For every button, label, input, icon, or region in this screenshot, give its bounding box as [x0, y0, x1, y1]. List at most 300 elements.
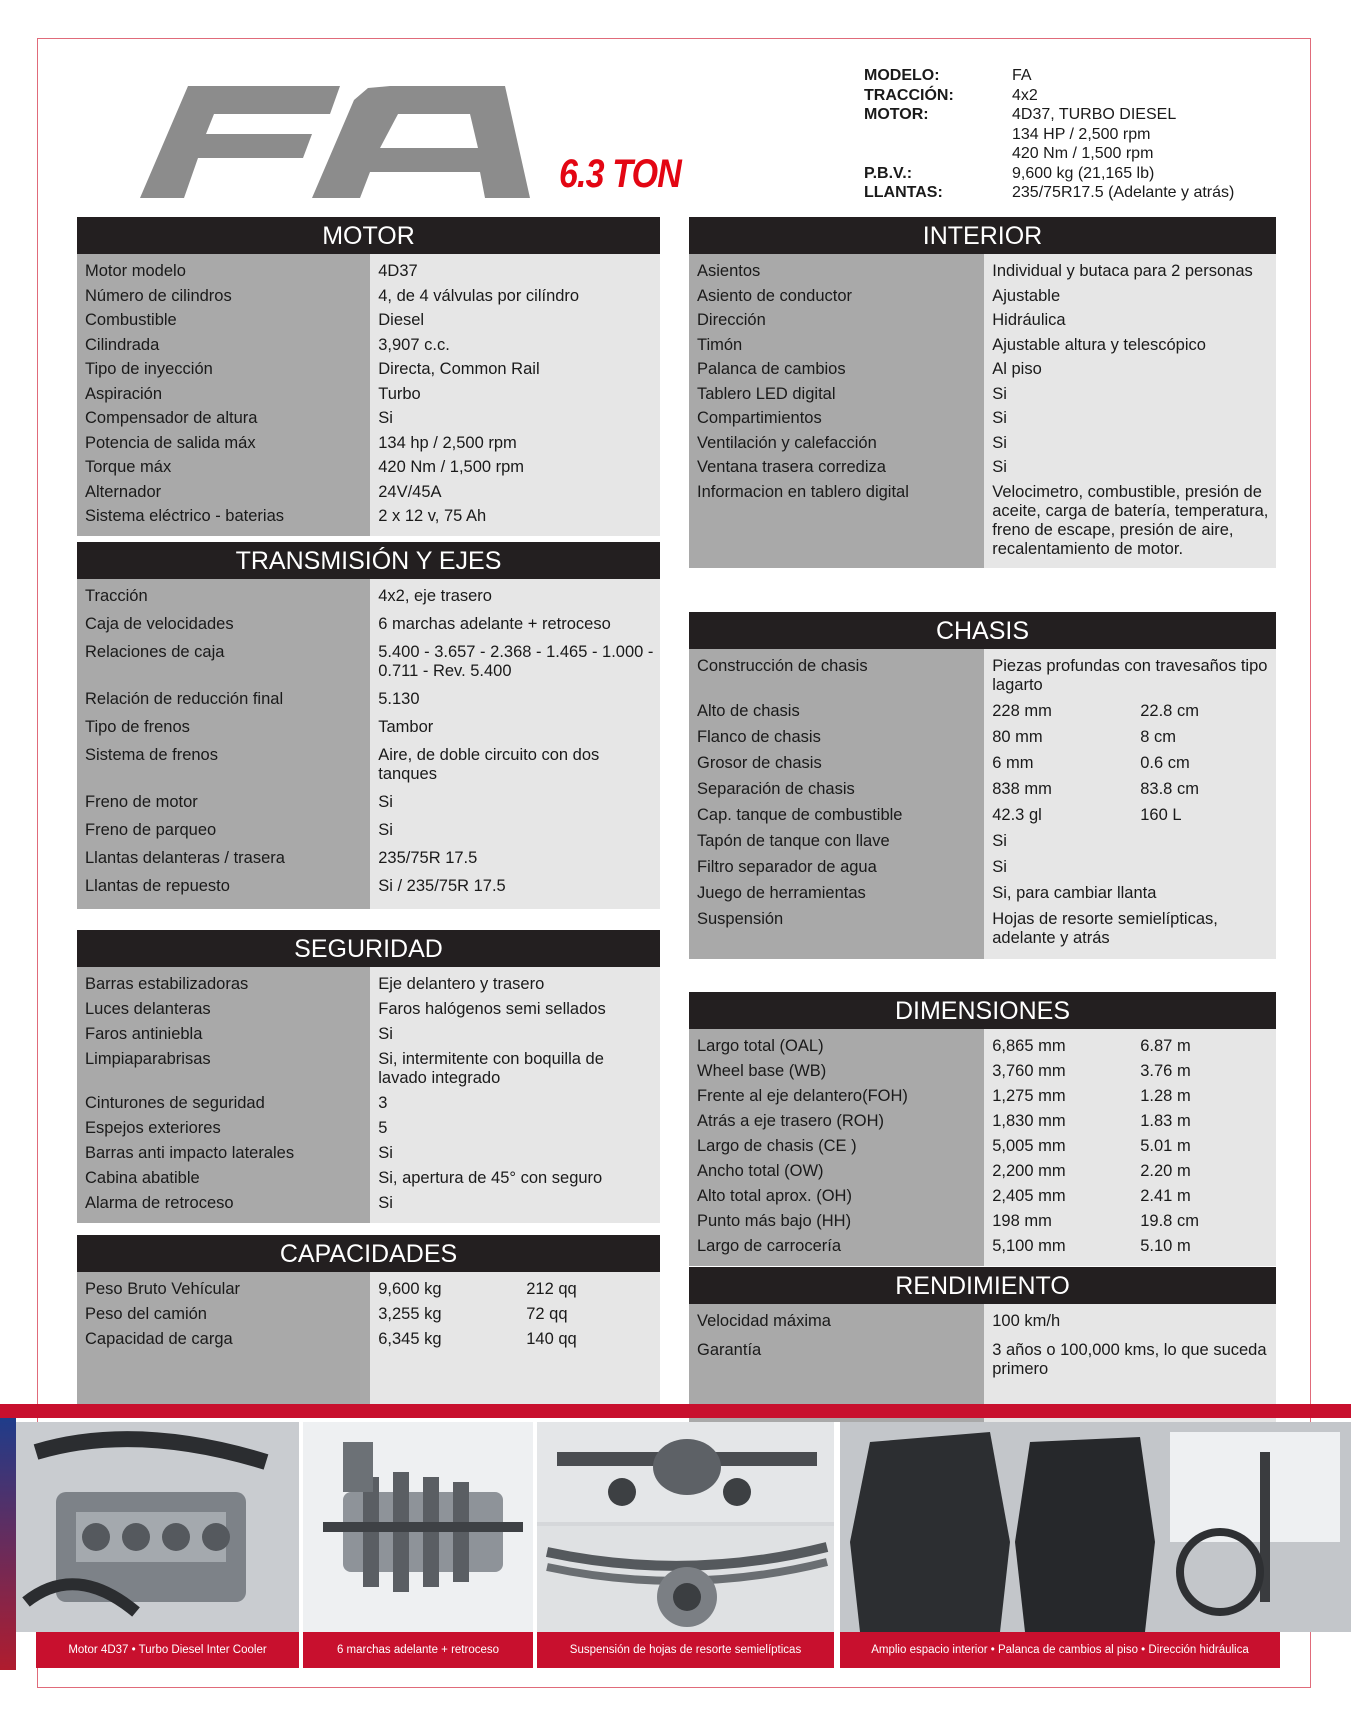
spec-label: Compensador de altura — [85, 409, 258, 427]
summary-row — [864, 164, 1284, 184]
summary-value-line: 4x2 — [1012, 86, 1038, 104]
spec-value-text: Si — [378, 409, 393, 427]
spec-row — [689, 336, 1276, 355]
spec-value-text: Diesel — [378, 311, 425, 329]
spec-row — [689, 702, 1276, 721]
spec-value-secondary: 212 qq — [526, 1280, 577, 1298]
spec-row — [689, 458, 1276, 477]
spec-value — [370, 1169, 660, 1188]
section-table — [77, 967, 660, 1223]
spec-label: Garantía — [697, 1341, 762, 1359]
spec-row — [77, 1330, 660, 1349]
spec-value-secondary: 19.8 cm — [1140, 1212, 1199, 1230]
spec-value-text: 5.400 - 3.657 - 2.368 - 1.465 - 1.000 - 0.711 - Rev. 5.400 — [378, 643, 654, 680]
spec-row — [689, 1087, 1276, 1106]
spec-value-text: 100 km/h — [992, 1312, 1061, 1330]
spec-value — [984, 1112, 1276, 1131]
spec-row — [77, 643, 660, 681]
spec-value-primary: 2,200 mm — [992, 1162, 1066, 1180]
spec-label: Peso del camión — [85, 1305, 207, 1323]
spec-row — [689, 884, 1276, 903]
caption-engine: Motor 4D37 • Turbo Diesel Inter Cooler — [36, 1632, 299, 1668]
spec-label: Alarma de retroceso — [85, 1194, 234, 1212]
cabin-interior-photo — [840, 1422, 1351, 1632]
spec-value-text: Faros halógenos semi sellados — [378, 1000, 606, 1018]
spec-value — [984, 385, 1276, 404]
spec-value-text: Si — [378, 793, 393, 811]
spec-value-secondary: 6.87 m — [1140, 1037, 1191, 1055]
section-title: SEGURIDAD — [77, 930, 660, 967]
spec-value — [984, 1312, 1276, 1331]
caption-gearbox: 6 marchas adelante + retroceso — [303, 1632, 533, 1668]
spec-value-text: Aire, de doble circuito con dos tanques — [378, 746, 600, 783]
summary-row — [864, 183, 1284, 203]
spec-value — [370, 287, 660, 306]
spec-row — [689, 1037, 1276, 1056]
section-title: CHASIS — [689, 612, 1276, 649]
spec-value — [370, 746, 660, 784]
spec-value — [370, 1280, 660, 1299]
spec-value-text: Si — [378, 1194, 393, 1212]
spec-label: Barras anti impacto laterales — [85, 1144, 295, 1162]
summary-value-line: 134 HP / 2,500 rpm — [1012, 125, 1151, 143]
spec-label: Alto total aprox. (OH) — [697, 1187, 852, 1205]
spec-value-text: 5 — [378, 1119, 388, 1137]
spec-value-primary: 80 mm — [992, 728, 1043, 746]
section-dimensiones — [689, 992, 1276, 1266]
spec-value-text: Ajustable — [992, 286, 1061, 305]
spec-value-primary: 1,830 mm — [992, 1112, 1066, 1130]
spec-value — [984, 780, 1276, 799]
spec-label: Asientos — [697, 262, 761, 280]
spec-row — [689, 409, 1276, 428]
spec-label: Frente al eje delantero(FOH) — [697, 1087, 908, 1105]
spec-label: Atrás a eje trasero (ROH) — [697, 1112, 885, 1130]
spec-value-text: 134 hp / 2,500 rpm — [378, 433, 517, 452]
summary-key: LLANTAS: — [864, 184, 943, 201]
spec-value — [370, 1305, 660, 1324]
spec-label: Freno de parqueo — [85, 821, 217, 839]
spec-label: Motor modelo — [85, 262, 186, 280]
spec-value-text: Si — [378, 821, 393, 839]
spec-value — [984, 1137, 1276, 1156]
section-capacidades — [77, 1235, 660, 1414]
spec-value — [984, 458, 1276, 477]
spec-row — [77, 409, 660, 428]
spec-label: Alternador — [85, 482, 162, 501]
spec-label: Peso Bruto Vehícular — [85, 1280, 241, 1298]
spec-row — [77, 1000, 660, 1019]
spec-row — [77, 360, 660, 379]
summary-row — [864, 86, 1284, 106]
section-table — [689, 254, 1276, 568]
spec-value-primary: 1,275 mm — [992, 1087, 1066, 1105]
spec-value — [984, 1187, 1276, 1206]
spec-row — [689, 1212, 1276, 1231]
spec-label: Timón — [697, 335, 743, 354]
spec-value-secondary: 160 L — [1140, 806, 1182, 824]
spec-value-primary: 838 mm — [992, 780, 1052, 798]
spec-value — [984, 483, 1276, 559]
section-title: TRANSMISIÓN Y EJES — [77, 542, 660, 579]
spec-label: Sistema de frenos — [85, 746, 218, 764]
spec-value-text: 6 marchas adelante + retroceso — [378, 615, 611, 633]
spec-label: Juego de herramientas — [697, 884, 866, 902]
caption-cabin: Amplio espacio interior • Palanca de cambios al piso • Dirección hidráulica — [840, 1632, 1280, 1668]
summary-key: TRACCIÓN: — [864, 86, 954, 104]
spec-label: Tapón de tanque con llave — [697, 832, 890, 850]
suspension-photo — [537, 1422, 834, 1632]
spec-row — [77, 587, 660, 606]
spec-value — [370, 458, 660, 477]
spec-label: Sistema eléctrico - baterias — [85, 507, 284, 525]
spec-value — [370, 643, 660, 681]
spec-label: Faros antiniebla — [85, 1025, 203, 1043]
spec-row — [689, 657, 1276, 695]
spec-value — [370, 434, 660, 453]
spec-value-secondary: 72 qq — [526, 1305, 568, 1323]
summary-row — [864, 66, 1284, 86]
spec-row — [689, 806, 1276, 825]
spec-value-text: Directa, Common Rail — [378, 360, 540, 378]
spec-label: Combustible — [85, 311, 177, 329]
spec-row — [689, 754, 1276, 773]
spec-value-text: 3 — [378, 1094, 388, 1112]
spec-label: Velocidad máxima — [697, 1312, 831, 1330]
spec-row — [689, 1162, 1276, 1181]
spec-value-text: 2 x 12 v, 75 Ah — [378, 507, 487, 525]
spec-value — [984, 1037, 1276, 1056]
side-accent-strip — [0, 1418, 16, 1670]
spec-value-text: 4x2, eje trasero — [378, 587, 492, 605]
spec-row — [689, 728, 1276, 747]
spec-label: Largo de chasis (CE ) — [697, 1137, 857, 1155]
spec-row — [77, 262, 660, 281]
gearbox-photo — [303, 1422, 533, 1632]
summary-value-line: 4D37, TURBO DIESEL — [1012, 106, 1177, 123]
red-divider-bar — [0, 1404, 1351, 1418]
spec-value — [370, 690, 660, 709]
spec-value-secondary: 8 cm — [1140, 728, 1177, 746]
spec-row — [689, 1237, 1276, 1256]
spec-value — [984, 287, 1276, 306]
spec-value-secondary: 3.76 m — [1140, 1062, 1191, 1080]
spec-value — [370, 262, 660, 281]
spec-row — [689, 1187, 1276, 1206]
section-title: DIMENSIONES — [689, 992, 1276, 1029]
spec-value-primary: 2,405 mm — [992, 1187, 1066, 1205]
spec-row — [77, 1280, 660, 1299]
summary-value — [1012, 105, 1284, 164]
spec-value — [370, 1194, 660, 1213]
spec-row — [689, 1112, 1276, 1131]
spec-label: Separación de chasis — [697, 780, 855, 798]
spec-value-primary: 6,345 kg — [378, 1330, 442, 1348]
section-chasis — [689, 612, 1276, 959]
spec-value — [984, 806, 1276, 825]
summary-key: MOTOR: — [864, 106, 929, 123]
spec-value — [370, 718, 660, 737]
spec-value-text: Si — [992, 384, 1007, 403]
spec-label: Asiento de conductor — [697, 286, 853, 305]
spec-row — [77, 849, 660, 868]
spec-row — [77, 311, 660, 330]
spec-label: Cabina abatible — [85, 1169, 200, 1187]
spec-row — [77, 458, 660, 477]
spec-value-text: 4, de 4 válvulas por cilíndro — [378, 286, 580, 305]
section-table — [77, 254, 660, 536]
spec-label: Torque máx — [85, 458, 172, 476]
spec-label: Aspiración — [85, 384, 163, 403]
spec-value — [370, 1050, 660, 1088]
spec-value — [984, 884, 1276, 903]
spec-value — [370, 483, 660, 502]
spec-row — [77, 877, 660, 896]
summary-value — [1012, 183, 1284, 203]
spec-value-text: Si — [992, 832, 1007, 850]
spec-label: Punto más bajo (HH) — [697, 1212, 852, 1230]
section-title: INTERIOR — [689, 217, 1276, 254]
spec-value — [984, 1062, 1276, 1081]
spec-value-secondary: 2.41 m — [1140, 1187, 1191, 1205]
spec-value-text: Si — [992, 858, 1007, 876]
spec-value-secondary: 5.10 m — [1140, 1237, 1191, 1255]
spec-value-text: Si — [378, 1025, 393, 1043]
spec-row — [77, 718, 660, 737]
tonnage-label: 6.3 TON — [559, 152, 681, 196]
spec-value-text: Individual y butaca para 2 personas — [992, 262, 1253, 280]
spec-value-primary: 5,005 mm — [992, 1137, 1066, 1155]
spec-label: Cap. tanque de combustible — [697, 806, 903, 824]
spec-label: Tablero LED digital — [697, 384, 836, 403]
spec-value — [984, 702, 1276, 721]
spec-value — [984, 657, 1276, 695]
spec-row — [77, 1119, 660, 1138]
spec-value — [984, 1087, 1276, 1106]
spec-value-text: Hojas de resorte semielípticas, adelante y atrás — [992, 910, 1218, 947]
spec-label: Limpiaparabrisas — [85, 1050, 211, 1068]
spec-value — [984, 262, 1276, 281]
spec-value — [984, 1212, 1276, 1231]
spec-label: Dirección — [697, 311, 766, 329]
spec-row — [689, 1137, 1276, 1156]
spec-value-primary: 5,100 mm — [992, 1237, 1066, 1255]
spec-value — [984, 360, 1276, 379]
section-seguridad — [77, 930, 660, 1223]
spec-value-secondary: 1.83 m — [1140, 1112, 1191, 1130]
spec-label: Informacion en tablero digital — [697, 482, 909, 501]
spec-value-text: Si — [992, 409, 1007, 427]
spec-row — [689, 360, 1276, 379]
spec-label: Llantas de repuesto — [85, 877, 230, 895]
spec-row — [77, 287, 660, 306]
spec-row — [77, 336, 660, 355]
spec-value — [984, 1237, 1276, 1256]
spec-row — [689, 262, 1276, 281]
summary-value-line: 235/75R17.5 (Adelante y atrás) — [1012, 184, 1235, 201]
spec-value-text: Si, apertura de 45° con seguro — [378, 1169, 603, 1187]
spec-row — [77, 690, 660, 709]
spec-label: Alto de chasis — [697, 702, 800, 720]
spec-value — [370, 1330, 660, 1349]
section-title: MOTOR — [77, 217, 660, 254]
spec-row — [689, 832, 1276, 851]
spec-value-primary: 228 mm — [992, 702, 1052, 720]
spec-row — [689, 434, 1276, 453]
spec-value — [370, 793, 660, 812]
spec-row — [77, 434, 660, 453]
spec-row — [77, 1169, 660, 1188]
section-transmision — [77, 542, 660, 909]
summary-value-line: 420 Nm / 1,500 rpm — [1012, 145, 1154, 162]
spec-value-text: 3 años o 100,000 kms, lo que suceda primero — [992, 1341, 1267, 1378]
spec-row — [689, 385, 1276, 404]
spec-label: Cinturones de seguridad — [85, 1094, 265, 1112]
spec-label: Espejos exteriores — [85, 1119, 221, 1137]
spec-label: Filtro separador de agua — [697, 858, 877, 876]
spec-label: Largo de carrocería — [697, 1237, 841, 1255]
summary-value-line: 9,600 kg (21,165 lb) — [1012, 164, 1155, 182]
spec-row — [689, 858, 1276, 877]
section-table — [77, 579, 660, 909]
spec-value-text: Ajustable altura y telescópico — [992, 335, 1206, 354]
spec-row — [77, 1050, 660, 1088]
spec-label: Llantas delanteras / trasera — [85, 849, 285, 867]
spec-row — [689, 780, 1276, 799]
spec-label: Construcción de chasis — [697, 657, 868, 675]
spec-value-primary: 42.3 gl — [992, 806, 1042, 824]
section-motor — [77, 217, 660, 536]
summary-value — [1012, 164, 1284, 184]
spec-value-secondary: 0.6 cm — [1140, 754, 1190, 772]
spec-value-text: Si, para cambiar llanta — [992, 884, 1157, 902]
spec-label: Relación de reducción final — [85, 690, 284, 708]
spec-value — [370, 877, 660, 896]
spec-row — [689, 483, 1276, 559]
spec-value-primary: 3,760 mm — [992, 1062, 1066, 1080]
spec-label: Grosor de chasis — [697, 754, 822, 772]
caption-suspension: Suspensión de hojas de resorte semielípticas — [537, 1632, 834, 1668]
spec-label: Largo total (OAL) — [697, 1037, 824, 1055]
spec-label: Tipo de inyección — [85, 360, 213, 378]
spec-value-secondary: 5.01 m — [1140, 1137, 1191, 1155]
spec-row — [77, 821, 660, 840]
spec-value-secondary: 22.8 cm — [1140, 702, 1199, 720]
spec-value-text: Si — [992, 458, 1007, 476]
spec-label: Número de cilindros — [85, 286, 232, 305]
spec-row — [689, 1062, 1276, 1081]
spec-value — [984, 409, 1276, 428]
spec-value — [370, 1094, 660, 1113]
summary-value — [1012, 66, 1284, 86]
spec-row — [77, 507, 660, 526]
model-summary — [864, 66, 1284, 203]
spec-value — [370, 615, 660, 634]
spec-value-secondary: 1.28 m — [1140, 1087, 1191, 1105]
spec-value — [370, 385, 660, 404]
spec-value — [984, 832, 1276, 851]
section-table — [689, 1029, 1276, 1266]
spec-value — [984, 311, 1276, 330]
section-table — [77, 1272, 660, 1414]
spec-label: Cilindrada — [85, 335, 160, 354]
summary-value — [1012, 86, 1284, 106]
spec-value-primary: 9,600 kg — [378, 1280, 442, 1298]
spec-value-text: 3,907 c.c. — [378, 335, 450, 354]
spec-row — [689, 910, 1276, 948]
spec-value-primary: 6 mm — [992, 754, 1034, 772]
section-title: RENDIMIENTO — [689, 1267, 1276, 1304]
spec-value — [984, 728, 1276, 747]
spec-value — [370, 311, 660, 330]
spec-row — [689, 1341, 1276, 1379]
spec-value — [984, 1341, 1276, 1379]
spec-value-text: Hidráulica — [992, 311, 1066, 329]
spec-value-text: 420 Nm / 1,500 rpm — [378, 458, 525, 476]
spec-label: Tipo de frenos — [85, 718, 190, 736]
spec-value — [370, 587, 660, 606]
spec-value-secondary: 2.20 m — [1140, 1162, 1191, 1180]
spec-label: Relaciones de caja — [85, 643, 225, 661]
summary-row — [864, 105, 1284, 164]
spec-row — [689, 311, 1276, 330]
spec-row — [77, 483, 660, 502]
section-rendimiento — [689, 1267, 1276, 1422]
spec-row — [77, 793, 660, 812]
spec-row — [77, 1194, 660, 1213]
summary-key: P.B.V.: — [864, 164, 913, 182]
section-title: CAPACIDADES — [77, 1235, 660, 1272]
spec-row — [77, 1025, 660, 1044]
spec-label: Potencia de salida máx — [85, 433, 256, 452]
spec-value — [370, 1144, 660, 1163]
spec-value — [370, 507, 660, 526]
spec-label: Flanco de chasis — [697, 728, 821, 746]
spec-value-text: 4D37 — [378, 262, 418, 280]
spec-value-text: 235/75R 17.5 — [378, 849, 478, 867]
spec-row — [77, 615, 660, 634]
spec-label: Ventana trasera corrediza — [697, 458, 886, 476]
spec-value — [370, 1025, 660, 1044]
spec-value-text: Tambor — [378, 718, 434, 736]
spec-value-primary: 3,255 kg — [378, 1305, 442, 1323]
spec-value-secondary: 83.8 cm — [1140, 780, 1199, 798]
spec-row — [77, 975, 660, 994]
spec-value — [984, 910, 1276, 948]
spec-value-secondary: 140 qq — [526, 1330, 577, 1348]
spec-value — [984, 336, 1276, 355]
spec-value-text: 5.130 — [378, 690, 420, 708]
spec-row — [77, 1144, 660, 1163]
spec-label: Wheel base (WB) — [697, 1062, 827, 1080]
spec-value — [370, 821, 660, 840]
spec-row — [689, 1312, 1276, 1331]
spec-value-text: Turbo — [378, 384, 421, 403]
spec-value — [370, 360, 660, 379]
spec-row — [77, 1305, 660, 1324]
spec-label: Ancho total (OW) — [697, 1162, 824, 1180]
spec-label: Compartimientos — [697, 409, 822, 427]
spec-row — [77, 746, 660, 784]
spec-value — [370, 1000, 660, 1019]
spec-value — [984, 858, 1276, 877]
spec-value-primary: 6,865 mm — [992, 1037, 1066, 1055]
spec-label: Caja de velocidades — [85, 615, 234, 633]
spec-label: Barras estabilizadoras — [85, 975, 249, 993]
spec-label: Tracción — [85, 587, 148, 605]
spec-value-text: Si, intermitente con boquilla de lavado integrado — [378, 1050, 604, 1087]
spec-label: Freno de motor — [85, 793, 198, 811]
